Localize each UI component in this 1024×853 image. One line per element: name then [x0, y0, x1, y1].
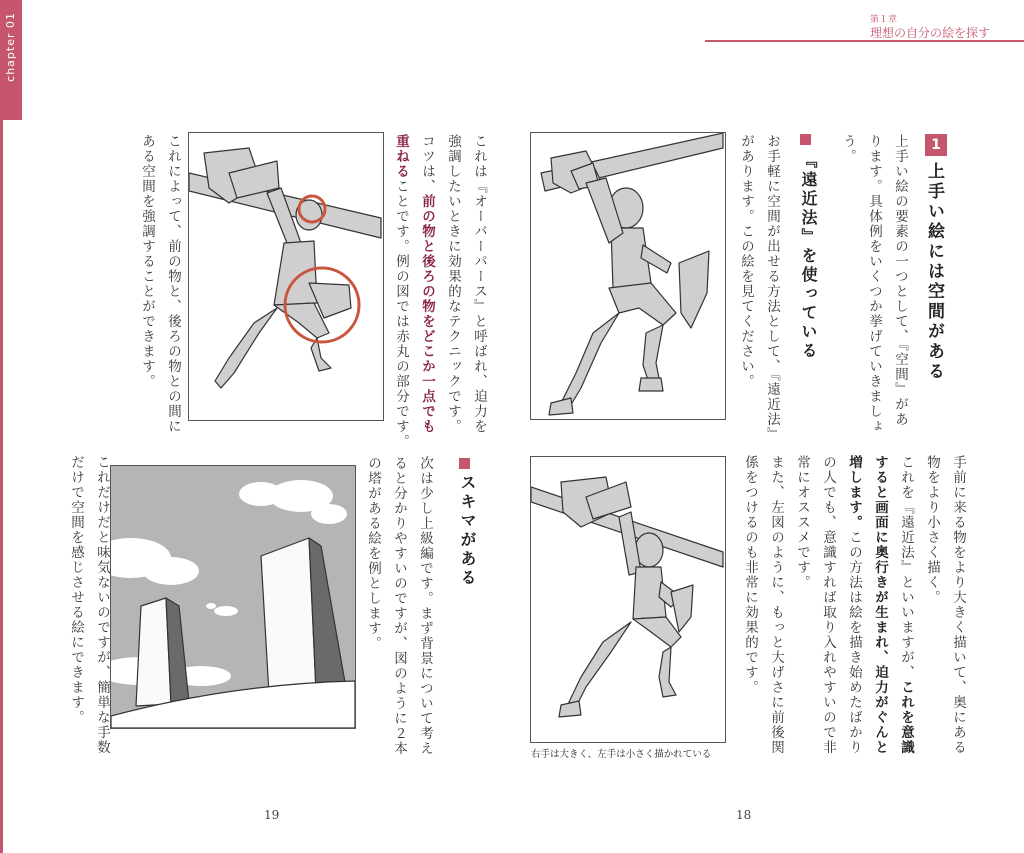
text-line: 強調したいときに効果的なテクニックです。: [445, 134, 461, 434]
text-line: の人でも、意識すれば取り入れやすいので非: [820, 455, 836, 755]
chapter-tab: [0, 0, 22, 120]
figure-overperspective: [188, 132, 384, 421]
bold-phrase: すると画面に奥行きが生まれ、迫力がぐんと: [872, 455, 888, 755]
intro-line: ります。具体例をいくつか挙げていきましょ: [866, 134, 882, 434]
text-line: お手軽に空間が出せる方法として、『遠近法』: [764, 134, 780, 443]
figure-towers: [110, 465, 356, 729]
text-line: 増します。この方法は絵を描き始めたばかり: [846, 455, 862, 755]
figure-caption: 右手は大きく、左手は小さく描かれている: [531, 749, 712, 760]
page-edge-stripe: [0, 120, 3, 853]
bold-phrase: これを意識: [898, 680, 914, 755]
subheading-perspective: 『遠近法』を使っている: [799, 152, 818, 361]
text-line: これによって、前の物と、後ろの物との間に: [165, 134, 181, 434]
perspective-body: [737, 455, 971, 755]
figure-illustration: [189, 133, 383, 420]
gap-intro: [360, 456, 438, 756]
figure-hand-size: [530, 456, 726, 743]
text-line: また、左図のように、もっと大げさに前後関: [768, 455, 784, 755]
text-line: これは『オーバーパース』と呼ばれ、迫力を: [471, 134, 487, 434]
figure-illustration: [531, 133, 725, 419]
highlight-phrase: 前の物と後ろの物をどこか一点でも: [419, 194, 435, 434]
chapter-tab-label: chapter 01: [4, 12, 17, 82]
text-line: コツは、前の物と後ろの物をどこか一点でも: [419, 134, 435, 434]
text-line: 手前に来る物をより大きく描いて、奥にある: [950, 455, 966, 755]
chapter-number: 第１章: [870, 15, 898, 25]
page-number-left: 19: [264, 808, 280, 822]
section-number-badge: 1: [925, 134, 947, 156]
space-emphasis-text: [134, 134, 186, 434]
text-line: 重ねることです。例の図では赤丸の部分です。: [393, 134, 409, 449]
intro-line: う。: [840, 134, 856, 164]
bold-phrase: 増します。: [846, 455, 862, 530]
highlight-phrase: 重ねる: [393, 134, 409, 179]
subheading-marker: [800, 134, 811, 145]
subheading-gap: スキマがある: [458, 474, 477, 588]
header-rule: [705, 40, 1024, 42]
text-line: 係をつけるのも非常に効果的です。: [742, 455, 758, 695]
text-line: 常にオススメです。: [794, 455, 810, 590]
text-line: だけで空間を感じさせる絵にできます。: [68, 455, 84, 725]
perspective-intro: [733, 134, 785, 442]
text-line: これを『遠近法』といいますが、これを意識: [898, 455, 914, 755]
figure-illustration: [531, 457, 725, 742]
text-line: ると分かりやすいのですが、図のように２本: [391, 456, 407, 756]
section-intro: [835, 134, 913, 434]
gap-body: [63, 455, 115, 755]
text-line: 次は少し上級編です。まず背景について考え: [417, 456, 433, 756]
figure-perspective-pose: [530, 132, 726, 420]
text-line: があります。この絵を見てください。: [738, 134, 754, 389]
section-heading: 上手い絵には空間がある: [924, 162, 944, 382]
page-number-right: 18: [736, 808, 752, 822]
chapter-title: 理想の自分の絵を探す: [870, 26, 991, 40]
text-line: 物をより小さく描く。: [924, 455, 940, 605]
text-line: ある空間を強調することができます。: [139, 134, 155, 389]
text-line: [867, 455, 893, 755]
intro-line: 上手い絵の要素の一つとして、『空間』があ: [892, 134, 908, 428]
subheading-marker: [459, 458, 470, 469]
text-line: これだけだと味気ないのですが、簡単な手数: [94, 455, 110, 755]
text-line: の塔がある絵を例とします。: [365, 456, 381, 651]
figure-illustration: [111, 466, 355, 728]
overperspective-text: [388, 134, 492, 449]
